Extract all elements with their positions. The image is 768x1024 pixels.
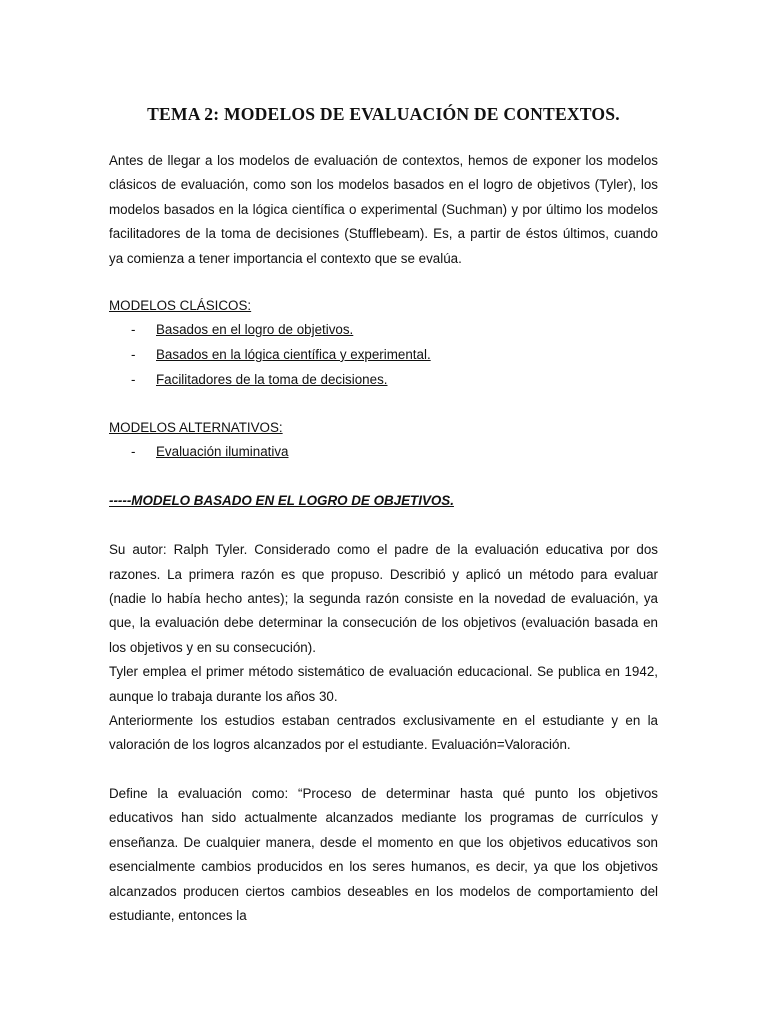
list-item — [109, 318, 658, 343]
list-dash: - — [131, 371, 136, 387]
list-dash: - — [131, 346, 136, 362]
list-item — [109, 368, 658, 393]
document-title: TEMA 2: MODELOS DE EVALUACIÓN DE CONTEXTOS. — [147, 104, 620, 124]
body-paragraph: Tyler emplea el primer método sistemático de evaluación educacional. Se publica en 1942, aunque lo trabaja durante los años 30. — [109, 664, 658, 704]
intro-paragraph: Antes de llegar a los modelos de evaluación de contextos, hemos de exponer los modelos clásicos de evaluación, como son los modelos basados en el logro de objetivos (Tyler), los modelos basados en la lógica científica o experimental (Suchman) y por último los modelos facilitadores de la toma de decisiones (Stufflebeam). Es, a partir de éstos últimos, cuando ya comienza a tener importancia el contexto que se evalúa. — [109, 153, 658, 266]
modelos-alternativos-list — [109, 440, 658, 465]
section-heading: -----MODELO BASADO EN EL LOGRO DE OBJETIVOS. — [109, 493, 454, 509]
body-paragraph: Define la evaluación como: “Proceso de determinar hasta qué punto los objetivos educativos han sido actualmente alcanzados mediante los programas de currículos y enseñanza. De cualquier manera, desde el momento en que los objetivos educativos son esencialmente cambios producidos en los seres humanos, es decir, ya que los objetivos alcanzados producen ciertos cambios deseables en los modelos de comportamiento del estudiante, entonces la — [109, 785, 658, 923]
list-item — [109, 440, 658, 465]
modelos-alternativos-heading: MODELOS ALTERNATIVOS: — [109, 420, 283, 436]
list-item-text: Basados en el logro de objetivos. — [156, 322, 354, 338]
modelos-clasicos-heading: MODELOS CLÁSICOS: — [109, 298, 252, 314]
list-item — [109, 343, 658, 368]
list-item-text: Basados en la lógica científica y experimental. — [156, 346, 431, 362]
body-paragraph: Su autor: Ralph Tyler. Considerado como el padre de la evaluación educativa por dos razones. La primera razón es que propuso. Describió y aplicó un método para evaluar (nadie lo había hecho antes); la segunda razón consiste en la novedad de evaluación, ya que, la evaluación debe determinar la consecución de los objetivos (evaluación basada en los objetivos y en su consecución). — [109, 542, 658, 655]
list-item-text: Facilitadores de la toma de decisiones. — [156, 371, 388, 387]
list-item-text: Evaluación iluminativa — [156, 444, 289, 460]
list-dash: - — [131, 444, 136, 460]
modelos-clasicos-list — [109, 318, 658, 392]
body-paragraph: Anteriormente los estudios estaban centrados exclusivamente en el estudiante y en la valoración de los logros alcanzados por el estudiante. Evaluación=Valoración. — [109, 713, 658, 753]
list-dash: - — [131, 322, 136, 338]
